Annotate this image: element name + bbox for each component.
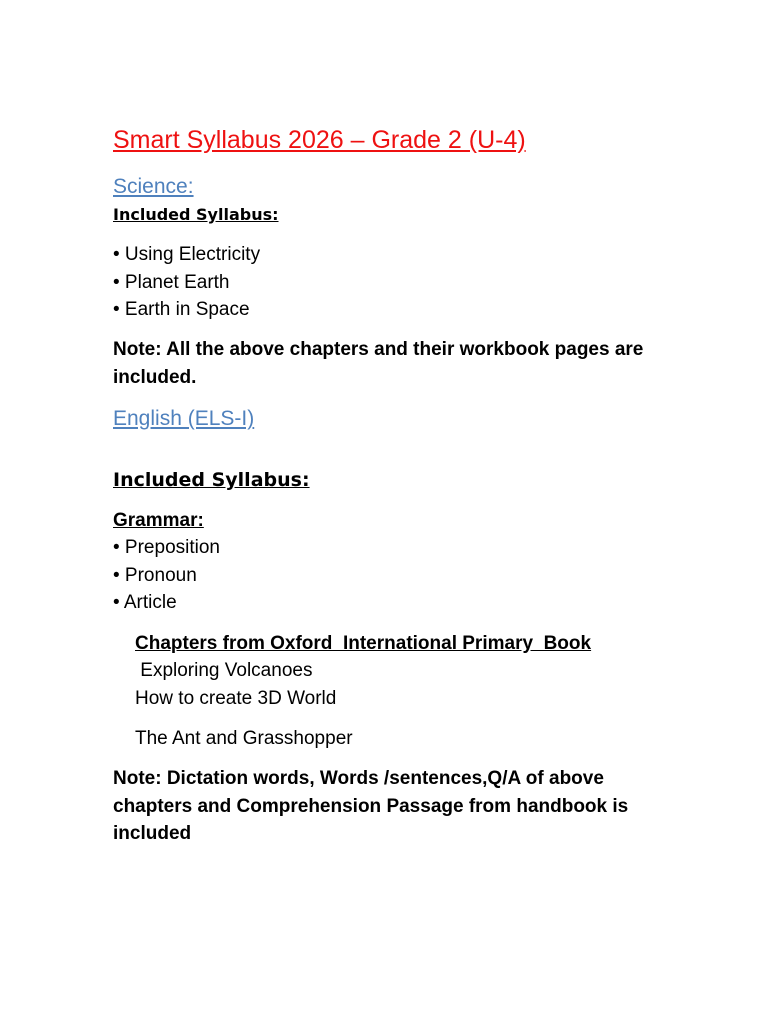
list-item: • Using Electricity xyxy=(113,244,261,265)
grammar-label: Grammar: xyxy=(113,510,204,531)
science-chapter-list xyxy=(113,241,260,324)
list-item: • Earth in Space xyxy=(113,299,250,320)
chapter-item: How to create 3D World xyxy=(135,688,337,709)
chapters-heading: Chapters from Oxford International Primary Book xyxy=(135,633,592,654)
science-heading: Science: xyxy=(113,175,194,198)
list-item: • Pronoun xyxy=(113,564,197,586)
list-item: • Preposition xyxy=(113,537,220,558)
list-item: • Planet Earth xyxy=(113,271,230,293)
document-title: Smart Syllabus 2026 – Grade 2 (U-4) xyxy=(113,126,526,154)
chapter-item: Exploring Volcanoes xyxy=(135,660,313,681)
science-note: Note: All the above chapters and their workbook pages are included. xyxy=(113,339,644,388)
chapter-item: The Ant and Grasshopper xyxy=(135,728,353,749)
list-item: • Article xyxy=(113,592,177,613)
english-included-label: Included Syllabus: xyxy=(113,469,310,491)
english-note: Note: Dictation words, Words /sentences,Q/A of above chapters and Comprehension Passage from handbook is included xyxy=(113,768,629,844)
science-included-label: Included Syllabus: xyxy=(113,205,279,224)
english-heading: English (ELS-I) xyxy=(113,407,255,430)
grammar-list xyxy=(113,534,220,617)
